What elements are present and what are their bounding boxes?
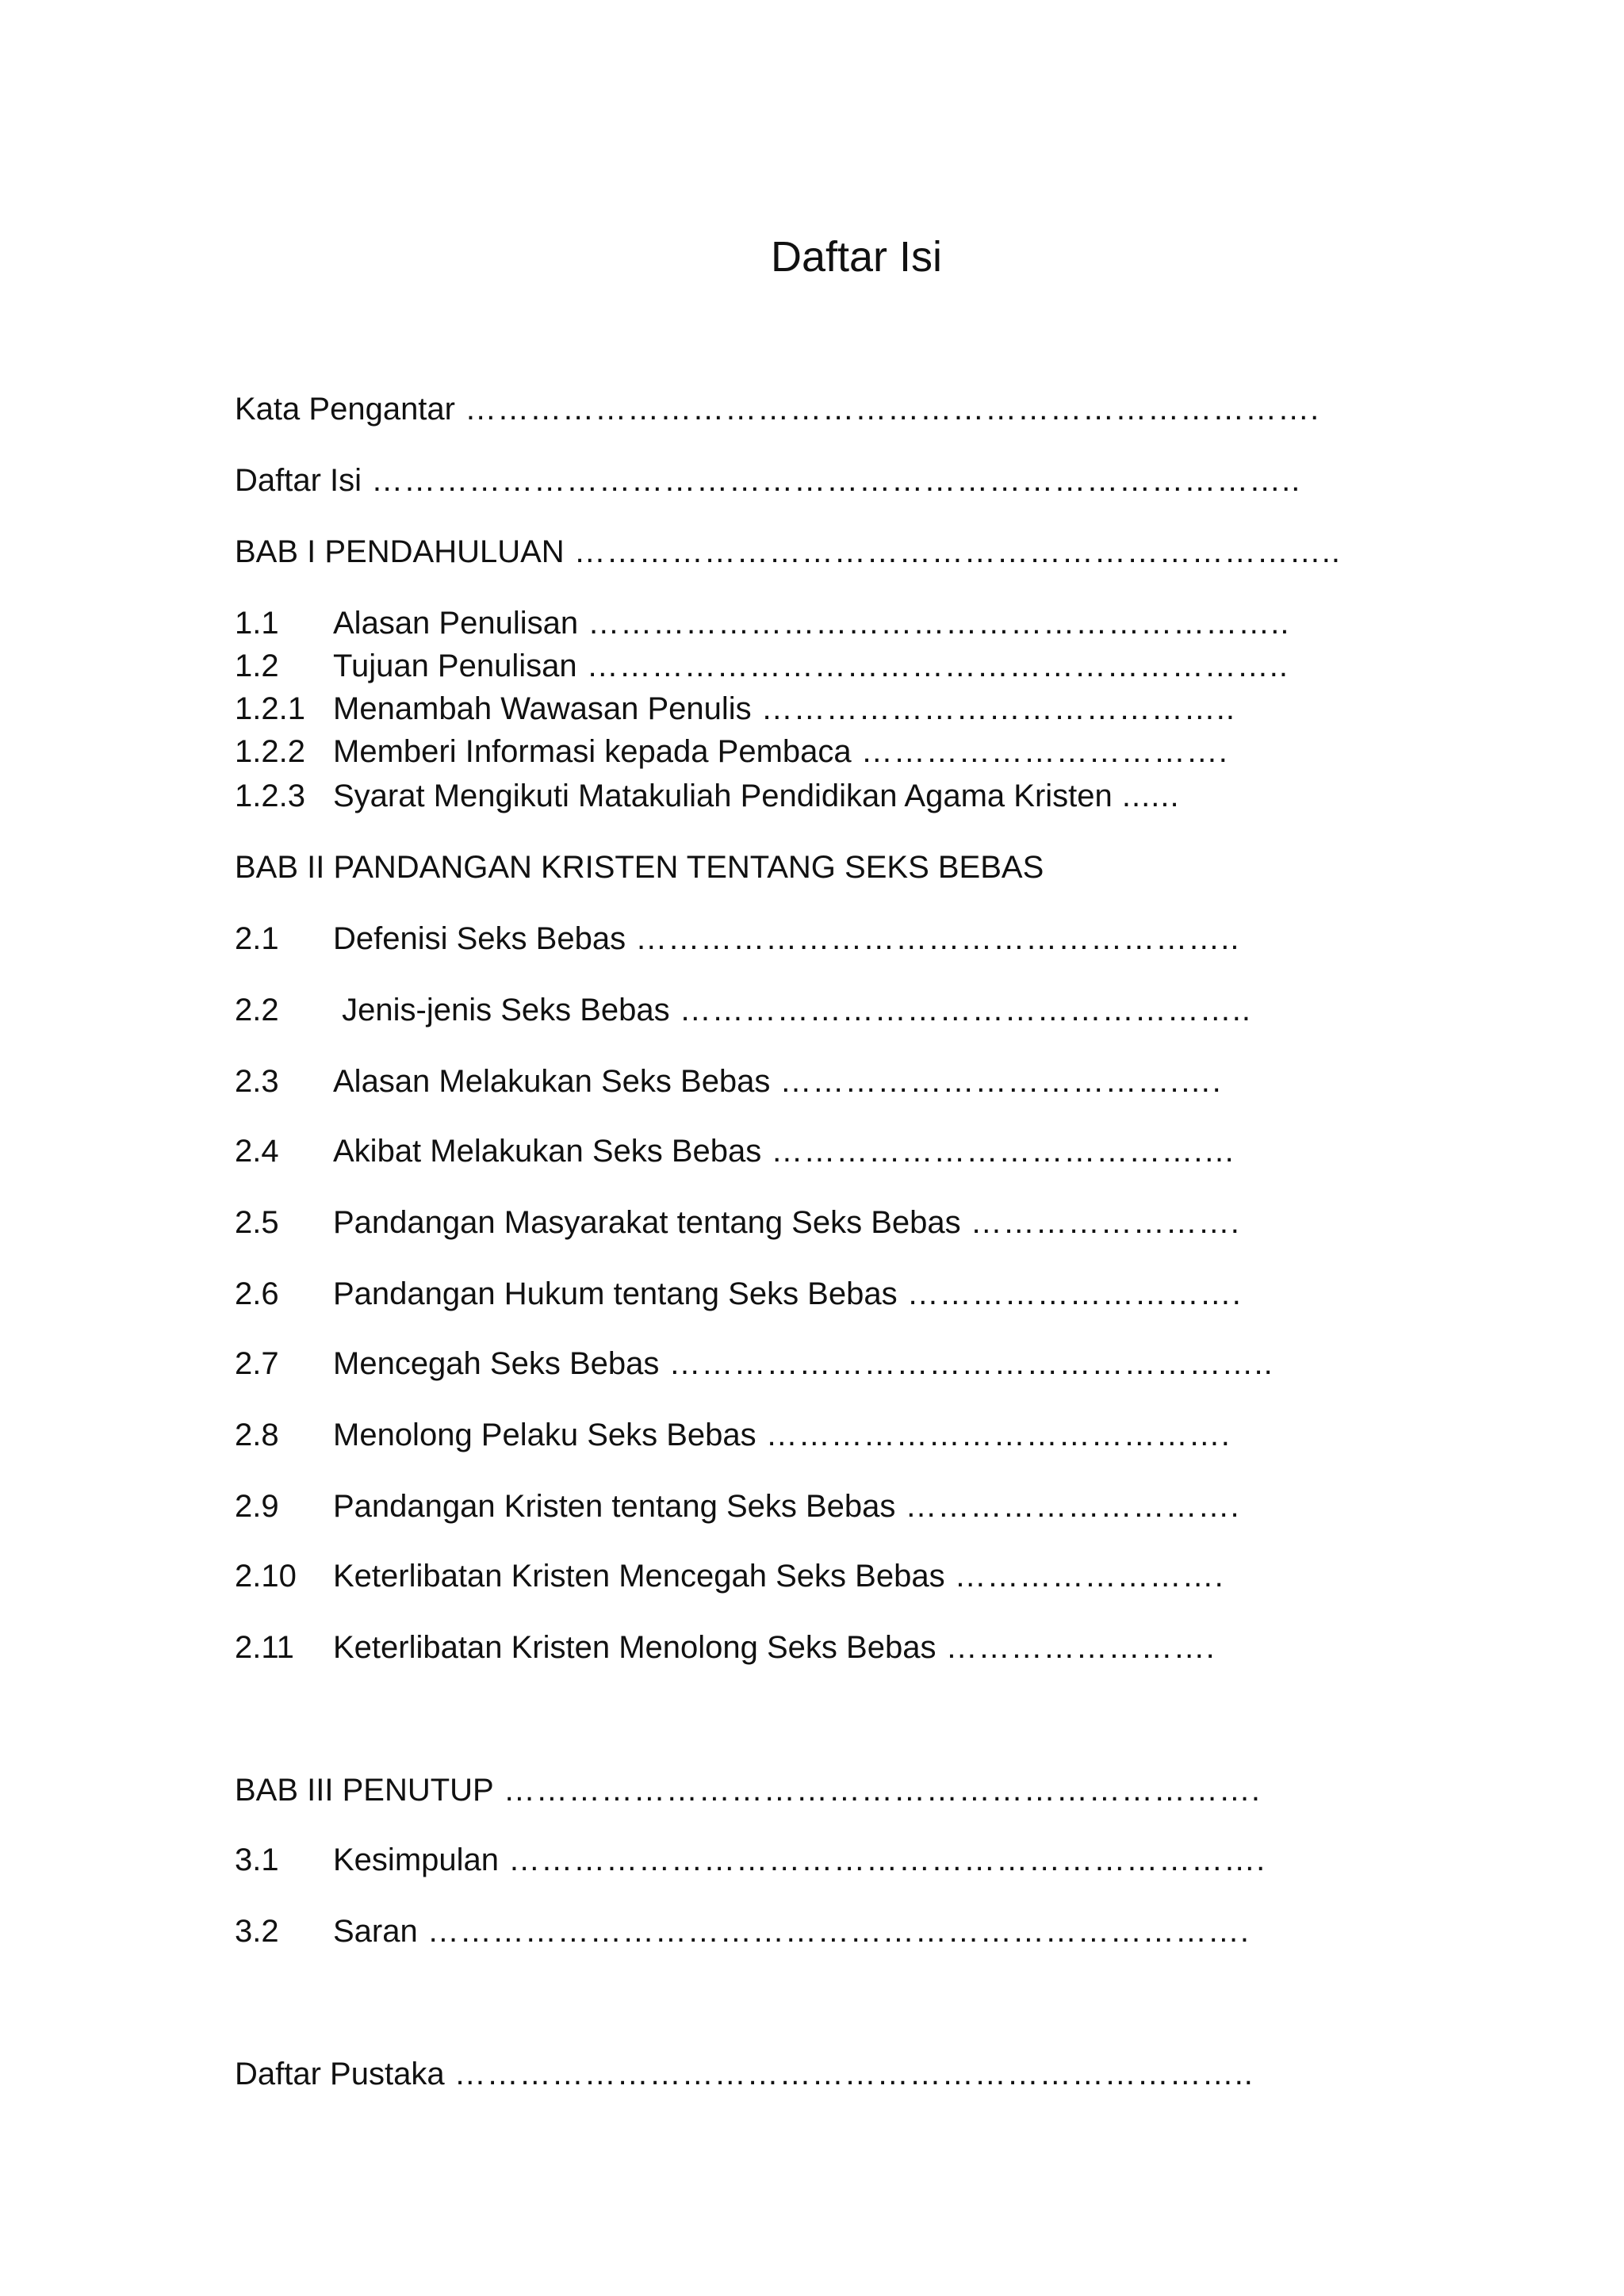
- toc-entry-2-8[interactable]: [235, 1416, 1231, 1454]
- toc-entry-2-6[interactable]: [235, 1275, 1242, 1313]
- toc-label: Daftar Isi: [235, 463, 362, 498]
- toc-number: 2.11: [235, 1630, 294, 1665]
- toc-leader-dots: ………………………………………………………………….: [417, 1914, 1250, 1949]
- toc-label: Mencegah Seks Bebas: [333, 1346, 660, 1381]
- toc-label: Tujuan Penulisan: [333, 649, 577, 683]
- toc-number: 2.2: [235, 993, 279, 1027]
- toc-number: 2.5: [235, 1205, 279, 1240]
- toc-leader-dots: …………………………….: [851, 734, 1228, 769]
- toc-entry-2-1[interactable]: [235, 920, 1239, 958]
- toc-label: Defenisi Seks Bebas: [333, 921, 626, 956]
- toc-entry-bab-3[interactable]: [235, 1771, 1261, 1809]
- toc-entry-2-11[interactable]: [235, 1628, 1216, 1667]
- toc-label: BAB II PANDANGAN KRISTEN TENTANG SEKS BEBAS: [235, 850, 1044, 885]
- toc-entry-3-1[interactable]: [235, 1841, 1266, 1879]
- toc-label: Pandangan Masyarakat tentang Seks Bebas: [333, 1205, 961, 1240]
- toc-leader-dots: ………………………….: [897, 1276, 1242, 1311]
- toc-number: 2.10: [235, 1559, 297, 1594]
- toc-entry-daftar-isi[interactable]: [235, 461, 1300, 499]
- toc-entry-2-7[interactable]: [235, 1345, 1274, 1383]
- toc-label: Keterlibatan Kristen Mencegah Seks Bebas: [333, 1559, 945, 1594]
- toc-entry-2-4[interactable]: [235, 1132, 1236, 1170]
- toc-label: Alasan Penulisan: [333, 606, 579, 641]
- toc-entry-kata-pengantar[interactable]: [235, 390, 1320, 428]
- toc-leader-dots: ………………………………………………………..: [578, 606, 1290, 641]
- toc-label: Saran: [333, 1914, 418, 1949]
- toc-label: Akibat Melakukan Seks Bebas: [333, 1134, 762, 1169]
- toc-leader-dots: ………………………………………………………………..: [444, 2057, 1254, 2091]
- toc-label: Menambah Wawasan Penulis: [333, 691, 752, 726]
- toc-number: 1.2.1: [235, 691, 305, 726]
- page-title: Daftar Isi: [770, 233, 943, 281]
- toc-entry-2-9[interactable]: [235, 1487, 1240, 1525]
- toc-label: Memberi Informasi kepada Pembaca: [333, 734, 852, 769]
- toc-number: 2.6: [235, 1276, 279, 1311]
- toc-number: 3.2: [235, 1914, 279, 1949]
- toc-number: 1.1: [235, 606, 279, 641]
- toc-entry-bab-1[interactable]: [235, 533, 1341, 571]
- toc-label: Pandangan Kristen tentang Seks Bebas: [333, 1489, 896, 1524]
- toc-entry-1-2-1[interactable]: [235, 690, 1235, 728]
- toc-leader-dots: ………………………………………………..: [626, 921, 1240, 956]
- toc-label: Jenis-jenis Seks Bebas: [333, 993, 670, 1027]
- toc-leader-dots: …………………….: [936, 1630, 1216, 1665]
- toc-number: 1.2: [235, 649, 279, 683]
- toc-number: 2.7: [235, 1346, 279, 1381]
- toc-entry-2-5[interactable]: [235, 1203, 1240, 1242]
- toc-entry-daftar-pustaka[interactable]: [235, 2055, 1254, 2093]
- toc-leader-dots: ………………………………………………………..: [576, 649, 1289, 683]
- toc-label: BAB I PENDAHULUAN: [235, 534, 565, 569]
- toc-leader-dots: ……………………………………..: [751, 691, 1236, 726]
- toc-leader-dots: …………………………………….: [756, 1418, 1231, 1452]
- toc-number: 2.9: [235, 1489, 279, 1524]
- toc-leader-dots: ......: [1112, 779, 1180, 813]
- toc-entry-1-2[interactable]: [235, 647, 1289, 685]
- toc-label: Keterlibatan Kristen Menolong Seks Bebas: [333, 1630, 936, 1665]
- toc-leader-dots: ………………………….: [895, 1489, 1240, 1524]
- toc-label: Alasan Melakukan Seks Bebas: [333, 1064, 771, 1099]
- toc-leader-dots: ……………………………………………………………..: [564, 534, 1342, 569]
- toc-label: Menolong Pelaku Seks Bebas: [333, 1418, 756, 1452]
- toc-leader-dots: …………………….: [944, 1559, 1224, 1594]
- toc-label: Daftar Pustaka: [235, 2057, 445, 2091]
- toc-leader-dots: …………………………………………………………………….: [455, 392, 1320, 427]
- toc-number: 1.2.2: [235, 734, 305, 769]
- toc-leader-dots: ……………………………….….: [770, 1064, 1222, 1099]
- toc-label: Kata Pengantar: [235, 392, 455, 427]
- toc-label: Syarat Mengikuti Matakuliah Pendidikan Agama Kristen: [333, 779, 1113, 813]
- toc-number: 2.4: [235, 1134, 279, 1169]
- toc-number: 2.8: [235, 1418, 279, 1452]
- toc-number: 2.3: [235, 1064, 279, 1099]
- toc-leader-dots: ………………………………………………..: [659, 1346, 1274, 1381]
- toc-number: 1.2.3: [235, 779, 305, 813]
- toc-entry-2-10[interactable]: [235, 1557, 1224, 1595]
- toc-entry-2-2[interactable]: [235, 991, 1251, 1029]
- toc-entry-bab-2[interactable]: [235, 848, 1044, 886]
- toc-entry-2-3[interactable]: [235, 1062, 1222, 1100]
- toc-leader-dots: …………………………………………………………….: [493, 1773, 1261, 1808]
- toc-leader-dots: …………………………………………………………….: [499, 1843, 1266, 1877]
- toc-entry-1-1[interactable]: [235, 604, 1289, 642]
- toc-leader-dots: ………………………………….…: [761, 1134, 1236, 1169]
- toc-entry-1-2-3[interactable]: [235, 777, 1180, 815]
- toc-label: Pandangan Hukum tentang Seks Bebas: [333, 1276, 898, 1311]
- toc-leader-dots: ……………………………………………..: [669, 993, 1251, 1027]
- toc-leader-dots: …………………………………………………………………………..: [362, 463, 1301, 498]
- toc-label: BAB III PENUTUP: [235, 1773, 494, 1808]
- toc-number: 3.1: [235, 1843, 279, 1877]
- toc-number: 2.1: [235, 921, 279, 956]
- toc-label: Kesimpulan: [333, 1843, 500, 1877]
- toc-entry-1-2-2[interactable]: [235, 733, 1228, 771]
- toc-entry-3-2[interactable]: [235, 1912, 1250, 1950]
- toc-leader-dots: …………………….: [960, 1205, 1240, 1240]
